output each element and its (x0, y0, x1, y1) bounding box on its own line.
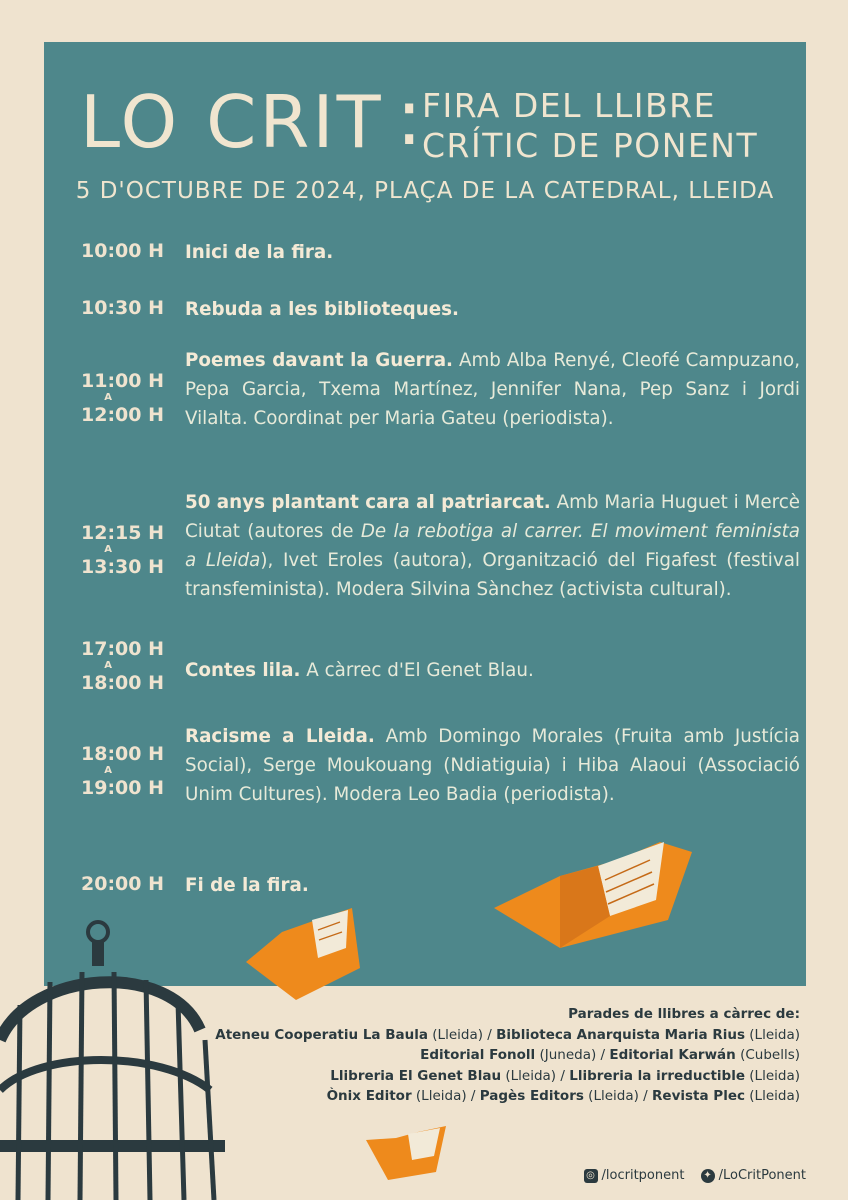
footer-line: Llibreria El Genet Blau (Lleida) / Llibreria la irreductible (Lleida) (330, 1067, 800, 1084)
book-title: De la rebotiga al carrer. El moviment feminista a Lleida (185, 521, 800, 571)
time-start: 11:00 H (81, 370, 164, 392)
item-title: Racisme a Lleida. (185, 726, 375, 747)
time-slot-start: 10:30 H (81, 297, 164, 319)
item-title: Inici de la fira. (185, 242, 334, 263)
event-date-location: 5 D'OCTUBRE DE 2024, PLAÇA DE LA CATEDRAL, LLEIDA (75, 178, 775, 204)
schedule-item (185, 488, 800, 604)
footer-line: Ònix Editor (Lleida) / Pagès Editors (Lleida) / Revista Plec (Lleida) (326, 1088, 800, 1104)
footer-line: Editorial Fonoll (Juneda) / Editorial Karwán (Cubells) (420, 1047, 800, 1063)
title-subtitle (422, 86, 758, 166)
time-slot-start: 20:00 H (81, 873, 164, 895)
schedule-item (185, 656, 800, 685)
instagram-icon: ◎ (584, 1169, 598, 1183)
time-start: 18:00 H (81, 743, 164, 765)
footer-heading: Parades de llibres a càrrec de: (568, 1006, 800, 1022)
time-separator: A (104, 660, 112, 671)
item-text: ), Ivet Eroles (autora), Organització del Figafest (festival transfeminista). Modera Silvina Sànchez (activista cultural). (185, 550, 800, 600)
time-separator: A (104, 392, 112, 403)
item-title: Fi de la fira. (185, 875, 309, 896)
time-start: 17:00 H (81, 638, 164, 660)
twitter-icon: ✦ (701, 1169, 715, 1183)
bookstalls-credits (200, 1004, 800, 1107)
instagram-handle[interactable]: /locritponent (601, 1168, 685, 1183)
poster-title (80, 73, 780, 172)
schedule-item (185, 722, 800, 809)
time-separator: A (104, 544, 112, 555)
item-title: Contes lila. (185, 660, 301, 681)
item-title: Poemes davant la Guerra. (185, 350, 453, 371)
social-links (584, 1168, 806, 1183)
item-text: Amb Maria Huguet i Mercè Ciutat (autores de (185, 492, 800, 542)
time-slot-range (14, 743, 164, 799)
schedule-item (185, 238, 800, 267)
item-title: 50 anys plantant cara al patriarcat. (185, 492, 551, 513)
time-end: 18:00 H (81, 672, 164, 694)
schedule-item (185, 871, 800, 900)
title-colon: : (396, 73, 423, 163)
item-text: A càrrec d'El Genet Blau. (300, 660, 534, 681)
footer-line: Ateneu Cooperatiu La Baula (Lleida) / Biblioteca Anarquista Maria Rius (Lleida) (215, 1026, 800, 1043)
title-line-2: CRÍTIC DE PONENT (422, 126, 759, 165)
item-title: Rebuda a les biblioteques. (185, 299, 459, 320)
time-slot-range (14, 638, 164, 694)
title-main: LO CRIT (80, 80, 384, 164)
item-text: Amb Domingo Morales (Fruita amb Justícia Social), Serge Moukouang (Ndiatiguia) i Hiba Alaoui (Associació Unim Cultures). Modera Leo Badia (periodista). (185, 726, 801, 805)
time-start: 12:15 H (81, 522, 164, 544)
title-line-1: FIRA DEL LLIBRE (422, 86, 716, 125)
time-slot-start: 10:00 H (81, 240, 164, 262)
time-slot-range (14, 522, 164, 578)
item-text: Amb Alba Renyé, Cleofé Campuzano, Pepa Garcia, Txema Martínez, Jennifer Nana, Pep Sanz i Jordi Vilalta. Coordinat per Maria Gateu (periodista). (185, 350, 801, 429)
schedule-item (185, 295, 800, 324)
time-end: 19:00 H (81, 777, 164, 799)
time-end: 13:30 H (81, 556, 164, 578)
time-slot-range (14, 370, 164, 426)
time-end: 12:00 H (81, 404, 164, 426)
schedule-item (185, 346, 800, 433)
time-separator: A (104, 765, 112, 776)
twitter-handle[interactable]: /LoCritPonent (718, 1168, 806, 1183)
